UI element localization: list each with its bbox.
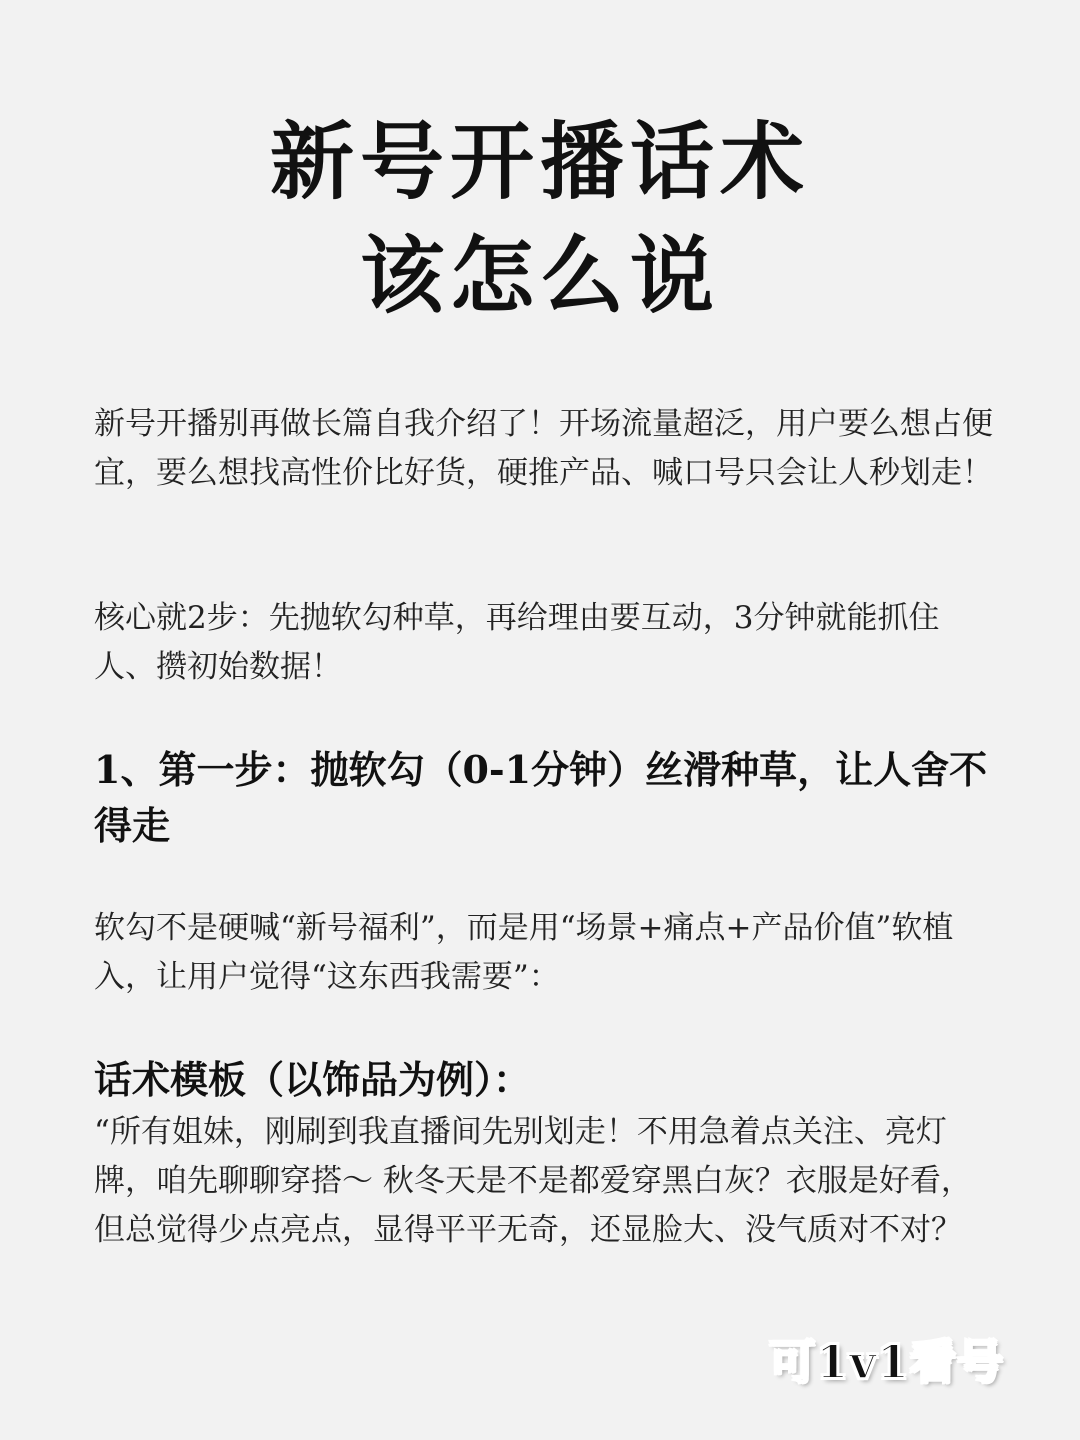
core-paragraph: 核心就2步：先抛软勾种草，再给理由要互动，3分钟就能抓住人、攒初始数据！ bbox=[94, 600, 940, 685]
page-title-line-1: 新号开播话术 bbox=[269, 112, 810, 211]
page-title-line-2: 该怎么说 bbox=[359, 226, 720, 325]
step1-heading: 1、第一步：抛软勾（0-1分钟）丝滑种草，让人舍不得走 bbox=[94, 747, 988, 848]
template-heading: 话术模板（以饰品为例）： bbox=[94, 1057, 532, 1102]
watermark-label: 可1v1看号 bbox=[769, 1335, 1004, 1389]
intro-paragraph: 新号开播别再做长篇自我介绍了！开场流量超泛，用户要么想占便宜，要么想找高性价比好货，硬推产品、喊口号只会让人秒划走！ bbox=[94, 406, 993, 491]
softhook-paragraph: 软勾不是硬喊“新号福利”，而是用“场景+痛点+产品价值”软植入，让用户觉得“这东西我需要”： bbox=[94, 910, 954, 995]
template-quote: “所有姐妹，刚刷到我直播间先别划走！不用急着点关注、亮灯牌，咱先聊聊穿搭～ 秋冬天是不是都爱穿黑白灰？衣服是好看，但总觉得少点亮点，显得平平无奇，还显脸大、没气质对不对？ bbox=[94, 1114, 972, 1248]
